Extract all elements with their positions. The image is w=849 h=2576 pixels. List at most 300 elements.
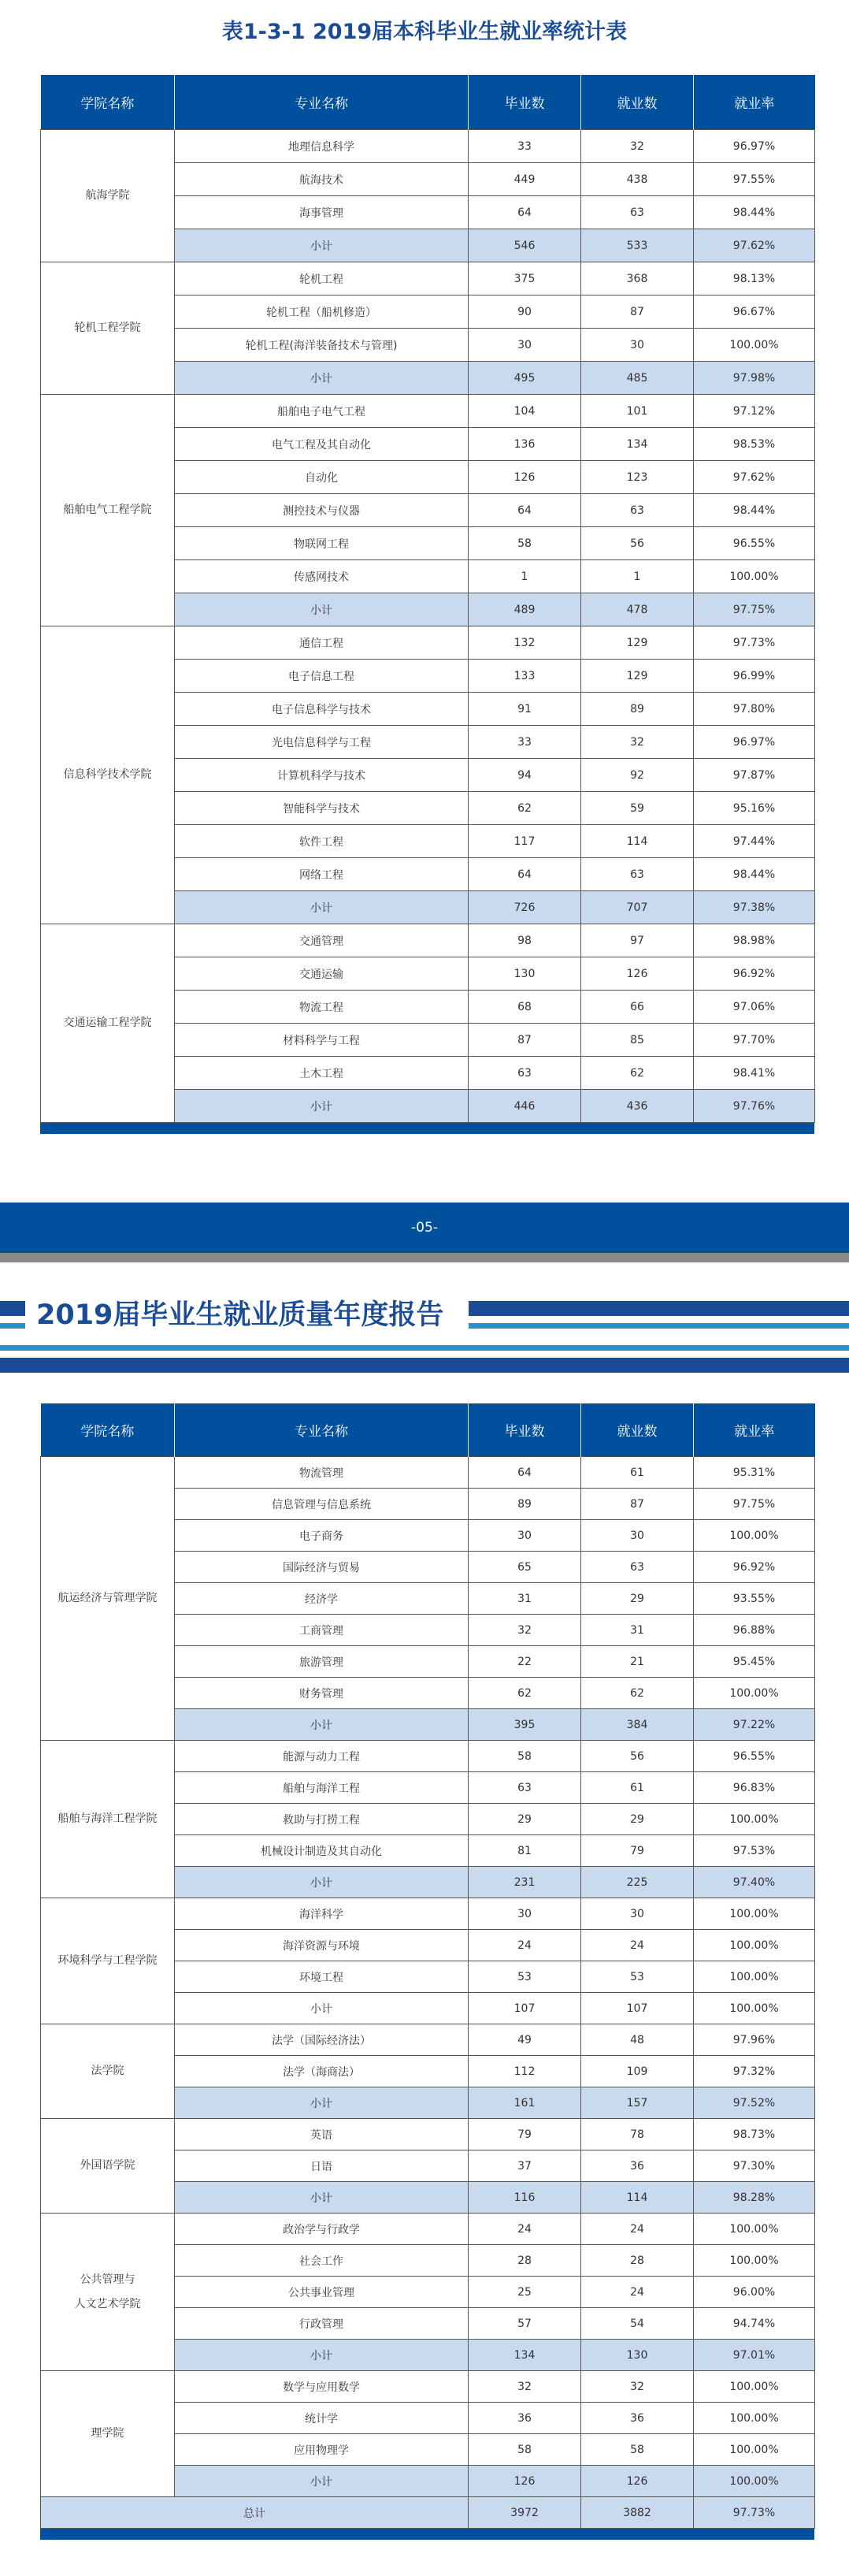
header-graduates: 毕业数 <box>469 75 581 130</box>
employment-rate: 96.88% <box>694 1615 815 1646</box>
major-name: 物流管理 <box>175 1457 469 1489</box>
table-row <box>41 2119 815 2150</box>
college-name: 船舶电气工程学院 <box>41 395 175 626</box>
employment-rate: 97.01% <box>694 2340 815 2371</box>
employment-rate: 100.00% <box>694 1678 815 1709</box>
employment-rate: 97.12% <box>694 395 815 428</box>
employed: 438 <box>581 163 694 196</box>
major-name: 物联网工程 <box>175 527 469 560</box>
graduates: 489 <box>469 593 581 626</box>
table-row <box>41 2214 815 2245</box>
employed: 30 <box>581 329 694 362</box>
major-name: 轮机工程（船机修造） <box>175 296 469 329</box>
graduates: 37 <box>469 2150 581 2182</box>
employment-rate: 97.32% <box>694 2056 815 2087</box>
employed: 58 <box>581 2434 694 2466</box>
major-name: 工商管理 <box>175 1615 469 1646</box>
employed: 36 <box>581 2403 694 2434</box>
table-row <box>41 1457 815 1489</box>
employment-rate: 97.22% <box>694 1709 815 1741</box>
employed: 32 <box>581 130 694 163</box>
employment-rate: 96.55% <box>694 527 815 560</box>
employed: 157 <box>581 2087 694 2119</box>
major-name: 通信工程 <box>175 626 469 660</box>
subtotal-label: 小计 <box>175 891 469 924</box>
employed: 62 <box>581 1678 694 1709</box>
subtotal-label: 小计 <box>175 2182 469 2214</box>
table-bottom-bar <box>40 1123 814 1134</box>
major-name: 船舶电子电气工程 <box>175 395 469 428</box>
graduates: 53 <box>469 1961 581 1993</box>
employed: 53 <box>581 1961 694 1993</box>
major-name: 能源与动力工程 <box>175 1741 469 1772</box>
employment-rate: 97.87% <box>694 759 815 792</box>
total-label: 总计 <box>41 2497 469 2529</box>
employment-rate: 97.80% <box>694 693 815 726</box>
employment-rate: 96.97% <box>694 726 815 759</box>
employment-rate: 100.00% <box>694 2466 815 2497</box>
graduates: 89 <box>469 1489 581 1520</box>
major-name: 轮机工程 <box>175 262 469 296</box>
employment-rate: 96.92% <box>694 957 815 991</box>
employment-rate: 97.76% <box>694 1090 815 1123</box>
employment-rate: 97.75% <box>694 1489 815 1520</box>
graduates: 90 <box>469 296 581 329</box>
employed: 63 <box>581 858 694 891</box>
employment-rate: 100.00% <box>694 2214 815 2245</box>
employed: 129 <box>581 660 694 693</box>
graduates: 24 <box>469 1930 581 1961</box>
college-name: 外国语学院 <box>41 2119 175 2214</box>
banner-stripe <box>0 1301 25 1316</box>
employment-rate: 97.38% <box>694 891 815 924</box>
banner-stripe <box>0 1358 849 1373</box>
header-rate: 就业率 <box>694 75 815 130</box>
graduates: 126 <box>469 461 581 494</box>
table-row <box>41 130 815 163</box>
employment-rate: 97.73% <box>694 2497 815 2529</box>
subtotal-label: 小计 <box>175 229 469 262</box>
graduates: 62 <box>469 792 581 825</box>
graduates: 68 <box>469 991 581 1024</box>
graduates: 29 <box>469 1804 581 1835</box>
employment-rate: 95.45% <box>694 1646 815 1678</box>
graduates: 449 <box>469 163 581 196</box>
graduates: 446 <box>469 1090 581 1123</box>
employment-rate: 94.74% <box>694 2308 815 2340</box>
graduates: 130 <box>469 957 581 991</box>
header-graduates: 毕业数 <box>469 1403 581 1457</box>
graduates: 132 <box>469 626 581 660</box>
major-name: 经济学 <box>175 1583 469 1615</box>
employment-rate: 96.55% <box>694 1741 815 1772</box>
header-college: 学院名称 <box>41 1403 175 1457</box>
major-name: 电子商务 <box>175 1520 469 1552</box>
major-name: 法学（海商法） <box>175 2056 469 2087</box>
employment-rate: 98.28% <box>694 2182 815 2214</box>
graduates: 64 <box>469 858 581 891</box>
employment-rate: 96.99% <box>694 660 815 693</box>
employment-rate: 100.00% <box>694 1993 815 2024</box>
table-row <box>41 626 815 660</box>
graduates: 30 <box>469 329 581 362</box>
banner-stripe <box>0 1323 25 1329</box>
graduates: 231 <box>469 1867 581 1898</box>
major-name: 电子信息科学与技术 <box>175 693 469 726</box>
employment-rate: 100.00% <box>694 2371 815 2403</box>
major-name: 航海技术 <box>175 163 469 196</box>
employed: 30 <box>581 1520 694 1552</box>
employment-rate: 98.44% <box>694 858 815 891</box>
subtotal-label: 小计 <box>175 2087 469 2119</box>
major-name: 土木工程 <box>175 1057 469 1090</box>
employed: 126 <box>581 957 694 991</box>
graduates: 112 <box>469 2056 581 2087</box>
employment-rate: 97.73% <box>694 626 815 660</box>
major-name: 计算机科学与技术 <box>175 759 469 792</box>
employed: 3882 <box>581 2497 694 2529</box>
employment-rate: 98.44% <box>694 196 815 229</box>
graduates: 79 <box>469 2119 581 2150</box>
major-name: 地理信息科学 <box>175 130 469 163</box>
major-name: 英语 <box>175 2119 469 2150</box>
major-name: 交通管理 <box>175 924 469 957</box>
graduates: 1 <box>469 560 581 593</box>
employed: 63 <box>581 1552 694 1583</box>
graduates: 63 <box>469 1772 581 1804</box>
table-2 <box>40 1403 815 2529</box>
employed: 62 <box>581 1057 694 1090</box>
employment-rate: 95.16% <box>694 792 815 825</box>
employed: 24 <box>581 2214 694 2245</box>
graduates: 32 <box>469 2371 581 2403</box>
graduates: 22 <box>469 1646 581 1678</box>
employed: 485 <box>581 362 694 395</box>
employed: 225 <box>581 1867 694 1898</box>
employment-rate: 97.96% <box>694 2024 815 2056</box>
employed: 129 <box>581 626 694 660</box>
employment-rate: 98.53% <box>694 428 815 461</box>
graduates: 134 <box>469 2340 581 2371</box>
header-rate: 就业率 <box>694 1403 815 1457</box>
subtotal-label: 小计 <box>175 2340 469 2371</box>
employment-rate: 97.62% <box>694 461 815 494</box>
employment-rate: 96.83% <box>694 1772 815 1804</box>
graduates: 24 <box>469 2214 581 2245</box>
employed: 107 <box>581 1993 694 2024</box>
employed: 134 <box>581 428 694 461</box>
major-name: 材料科学与工程 <box>175 1024 469 1057</box>
employed: 707 <box>581 891 694 924</box>
graduates: 58 <box>469 2434 581 2466</box>
graduates: 117 <box>469 825 581 858</box>
employed: 32 <box>581 2371 694 2403</box>
graduates: 31 <box>469 1583 581 1615</box>
employed: 79 <box>581 1835 694 1867</box>
major-name: 智能科学与技术 <box>175 792 469 825</box>
graduates: 161 <box>469 2087 581 2119</box>
employed: 63 <box>581 196 694 229</box>
graduates: 25 <box>469 2277 581 2308</box>
college-name: 理学院 <box>41 2371 175 2497</box>
college-name: 法学院 <box>41 2024 175 2119</box>
graduates: 57 <box>469 2308 581 2340</box>
employed: 126 <box>581 2466 694 2497</box>
employed: 123 <box>581 461 694 494</box>
employment-rate: 100.00% <box>694 2434 815 2466</box>
employed: 92 <box>581 759 694 792</box>
major-name: 海洋资源与环境 <box>175 1930 469 1961</box>
graduates: 94 <box>469 759 581 792</box>
major-name: 电子信息工程 <box>175 660 469 693</box>
employed: 54 <box>581 2308 694 2340</box>
employment-rate: 100.00% <box>694 2403 815 2434</box>
graduates: 32 <box>469 1615 581 1646</box>
major-name: 法学（国际经济法） <box>175 2024 469 2056</box>
employed: 24 <box>581 1930 694 1961</box>
employment-rate: 98.13% <box>694 262 815 296</box>
employment-rate: 98.41% <box>694 1057 815 1090</box>
graduates: 395 <box>469 1709 581 1741</box>
employed: 109 <box>581 2056 694 2087</box>
graduates: 126 <box>469 2466 581 2497</box>
employment-rate: 100.00% <box>694 1930 815 1961</box>
header-major: 专业名称 <box>175 1403 469 1457</box>
employed: 32 <box>581 726 694 759</box>
graduates: 104 <box>469 395 581 428</box>
major-name: 海洋科学 <box>175 1898 469 1930</box>
graduates: 64 <box>469 196 581 229</box>
graduates: 33 <box>469 130 581 163</box>
major-name: 交通运输 <box>175 957 469 991</box>
employed: 89 <box>581 693 694 726</box>
employed: 61 <box>581 1772 694 1804</box>
major-name: 政治学与行政学 <box>175 2214 469 2245</box>
report-title: 2019届毕业生就业质量年度报告 <box>36 1299 444 1331</box>
employed: 36 <box>581 2150 694 2182</box>
employment-table-1 <box>40 75 814 1134</box>
employed: 478 <box>581 593 694 626</box>
graduates: 495 <box>469 362 581 395</box>
employment-rate: 100.00% <box>694 560 815 593</box>
employed: 368 <box>581 262 694 296</box>
table-row <box>41 2024 815 2056</box>
graduates: 64 <box>469 1457 581 1489</box>
table-title: 表1-3-1 2019届本科毕业生就业率统计表 <box>221 20 628 44</box>
employed: 97 <box>581 924 694 957</box>
major-name: 统计学 <box>175 2403 469 2434</box>
employed: 101 <box>581 395 694 428</box>
employment-rate: 98.98% <box>694 924 815 957</box>
graduates: 81 <box>469 1835 581 1867</box>
major-name: 测控技术与仪器 <box>175 494 469 527</box>
table-header-row <box>41 75 815 130</box>
table-row <box>41 1898 815 1930</box>
header-employed: 就业数 <box>581 75 694 130</box>
employed: 31 <box>581 1615 694 1646</box>
page-footer <box>0 1203 849 1253</box>
employment-rate: 97.70% <box>694 1024 815 1057</box>
college-name: 航海学院 <box>41 130 175 262</box>
major-name: 轮机工程(海洋装备技术与管理) <box>175 329 469 362</box>
college-name: 航运经济与管理学院 <box>41 1457 175 1741</box>
employed: 1 <box>581 560 694 593</box>
employment-table-2 <box>40 1403 814 2540</box>
major-name: 船舶与海洋工程 <box>175 1772 469 1804</box>
subtotal-label: 小计 <box>175 362 469 395</box>
subtotal-label: 小计 <box>175 1709 469 1741</box>
employment-rate: 97.30% <box>694 2150 815 2182</box>
graduates: 36 <box>469 2403 581 2434</box>
employment-rate: 97.75% <box>694 593 815 626</box>
college-name: 环境科学与工程学院 <box>41 1898 175 2024</box>
employed: 21 <box>581 1646 694 1678</box>
graduates: 63 <box>469 1057 581 1090</box>
employment-rate: 97.55% <box>694 163 815 196</box>
subtotal-label: 小计 <box>175 1993 469 2024</box>
employed: 28 <box>581 2245 694 2277</box>
graduates: 726 <box>469 891 581 924</box>
graduates: 136 <box>469 428 581 461</box>
banner-stripe <box>0 1345 849 1351</box>
major-name: 应用物理学 <box>175 2434 469 2466</box>
major-name: 电气工程及其自动化 <box>175 428 469 461</box>
graduates: 58 <box>469 527 581 560</box>
table-row <box>41 1741 815 1772</box>
page-number: -05- <box>411 1220 438 1236</box>
employed: 87 <box>581 1489 694 1520</box>
header-college: 学院名称 <box>41 75 175 130</box>
graduates: 64 <box>469 494 581 527</box>
major-name: 行政管理 <box>175 2308 469 2340</box>
employed: 56 <box>581 1741 694 1772</box>
graduates: 133 <box>469 660 581 693</box>
employment-rate: 96.92% <box>694 1552 815 1583</box>
graduates: 33 <box>469 726 581 759</box>
major-name: 软件工程 <box>175 825 469 858</box>
header-employed: 就业数 <box>581 1403 694 1457</box>
employed: 61 <box>581 1457 694 1489</box>
table-header-row <box>41 1403 815 1457</box>
graduates: 30 <box>469 1898 581 1930</box>
employment-rate: 96.97% <box>694 130 815 163</box>
employment-rate: 100.00% <box>694 329 815 362</box>
major-name: 旅游管理 <box>175 1646 469 1678</box>
graduates: 87 <box>469 1024 581 1057</box>
header-major: 专业名称 <box>175 75 469 130</box>
major-name: 日语 <box>175 2150 469 2182</box>
employed: 78 <box>581 2119 694 2150</box>
employment-rate: 97.62% <box>694 229 815 262</box>
graduates: 62 <box>469 1678 581 1709</box>
employed: 114 <box>581 825 694 858</box>
graduates: 116 <box>469 2182 581 2214</box>
major-name: 传感网技术 <box>175 560 469 593</box>
banner-stripe <box>469 1323 849 1329</box>
college-name: 信息科学技术学院 <box>41 626 175 924</box>
major-name: 海事管理 <box>175 196 469 229</box>
employed: 29 <box>581 1804 694 1835</box>
employed: 85 <box>581 1024 694 1057</box>
employment-rate: 98.44% <box>694 494 815 527</box>
major-name: 公共事业管理 <box>175 2277 469 2308</box>
employment-rate: 97.98% <box>694 362 815 395</box>
graduates: 65 <box>469 1552 581 1583</box>
major-name: 网络工程 <box>175 858 469 891</box>
employed: 59 <box>581 792 694 825</box>
graduates: 91 <box>469 693 581 726</box>
graduates: 49 <box>469 2024 581 2056</box>
employment-rate: 95.31% <box>694 1457 815 1489</box>
employment-rate: 96.67% <box>694 296 815 329</box>
major-name: 光电信息科学与工程 <box>175 726 469 759</box>
employment-rate: 96.00% <box>694 2277 815 2308</box>
major-name: 数学与应用数学 <box>175 2371 469 2403</box>
major-name: 财务管理 <box>175 1678 469 1709</box>
employment-rate: 97.44% <box>694 825 815 858</box>
table-row <box>41 924 815 957</box>
major-name: 环境工程 <box>175 1961 469 1993</box>
graduates: 107 <box>469 1993 581 2024</box>
banner-stripe <box>469 1301 849 1316</box>
major-name: 社会工作 <box>175 2245 469 2277</box>
college-name: 交通运输工程学院 <box>41 924 175 1123</box>
employment-rate: 100.00% <box>694 1804 815 1835</box>
major-name: 物流工程 <box>175 991 469 1024</box>
employed: 384 <box>581 1709 694 1741</box>
employed: 30 <box>581 1898 694 1930</box>
college-name: 公共管理与 人文艺术学院 <box>41 2214 175 2371</box>
table-1 <box>40 75 815 1123</box>
major-name: 自动化 <box>175 461 469 494</box>
graduates: 375 <box>469 262 581 296</box>
employed: 48 <box>581 2024 694 2056</box>
employed: 56 <box>581 527 694 560</box>
employment-rate: 97.06% <box>694 991 815 1024</box>
graduates: 98 <box>469 924 581 957</box>
employed: 114 <box>581 2182 694 2214</box>
college-name: 船舶与海洋工程学院 <box>41 1741 175 1898</box>
employment-rate: 97.52% <box>694 2087 815 2119</box>
subtotal-label: 小计 <box>175 1867 469 1898</box>
subtotal-label: 小计 <box>175 593 469 626</box>
total-row <box>41 2497 815 2529</box>
subtotal-label: 小计 <box>175 1090 469 1123</box>
table-row <box>41 262 815 296</box>
employed: 66 <box>581 991 694 1024</box>
employment-rate: 100.00% <box>694 1520 815 1552</box>
employed: 29 <box>581 1583 694 1615</box>
major-name: 机械设计制造及其自动化 <box>175 1835 469 1867</box>
table-row <box>41 395 815 428</box>
employed: 436 <box>581 1090 694 1123</box>
employment-rate: 98.73% <box>694 2119 815 2150</box>
table-bottom-bar <box>40 2529 814 2540</box>
employment-rate: 93.55% <box>694 1583 815 1615</box>
employment-rate: 97.53% <box>694 1835 815 1867</box>
table-row <box>41 2371 815 2403</box>
graduates: 546 <box>469 229 581 262</box>
graduates: 3972 <box>469 2497 581 2529</box>
graduates: 30 <box>469 1520 581 1552</box>
college-name: 轮机工程学院 <box>41 262 175 395</box>
employed: 533 <box>581 229 694 262</box>
graduates: 58 <box>469 1741 581 1772</box>
major-name: 救助与打捞工程 <box>175 1804 469 1835</box>
employed: 130 <box>581 2340 694 2371</box>
major-name: 国际经济与贸易 <box>175 1552 469 1583</box>
major-name: 信息管理与信息系统 <box>175 1489 469 1520</box>
